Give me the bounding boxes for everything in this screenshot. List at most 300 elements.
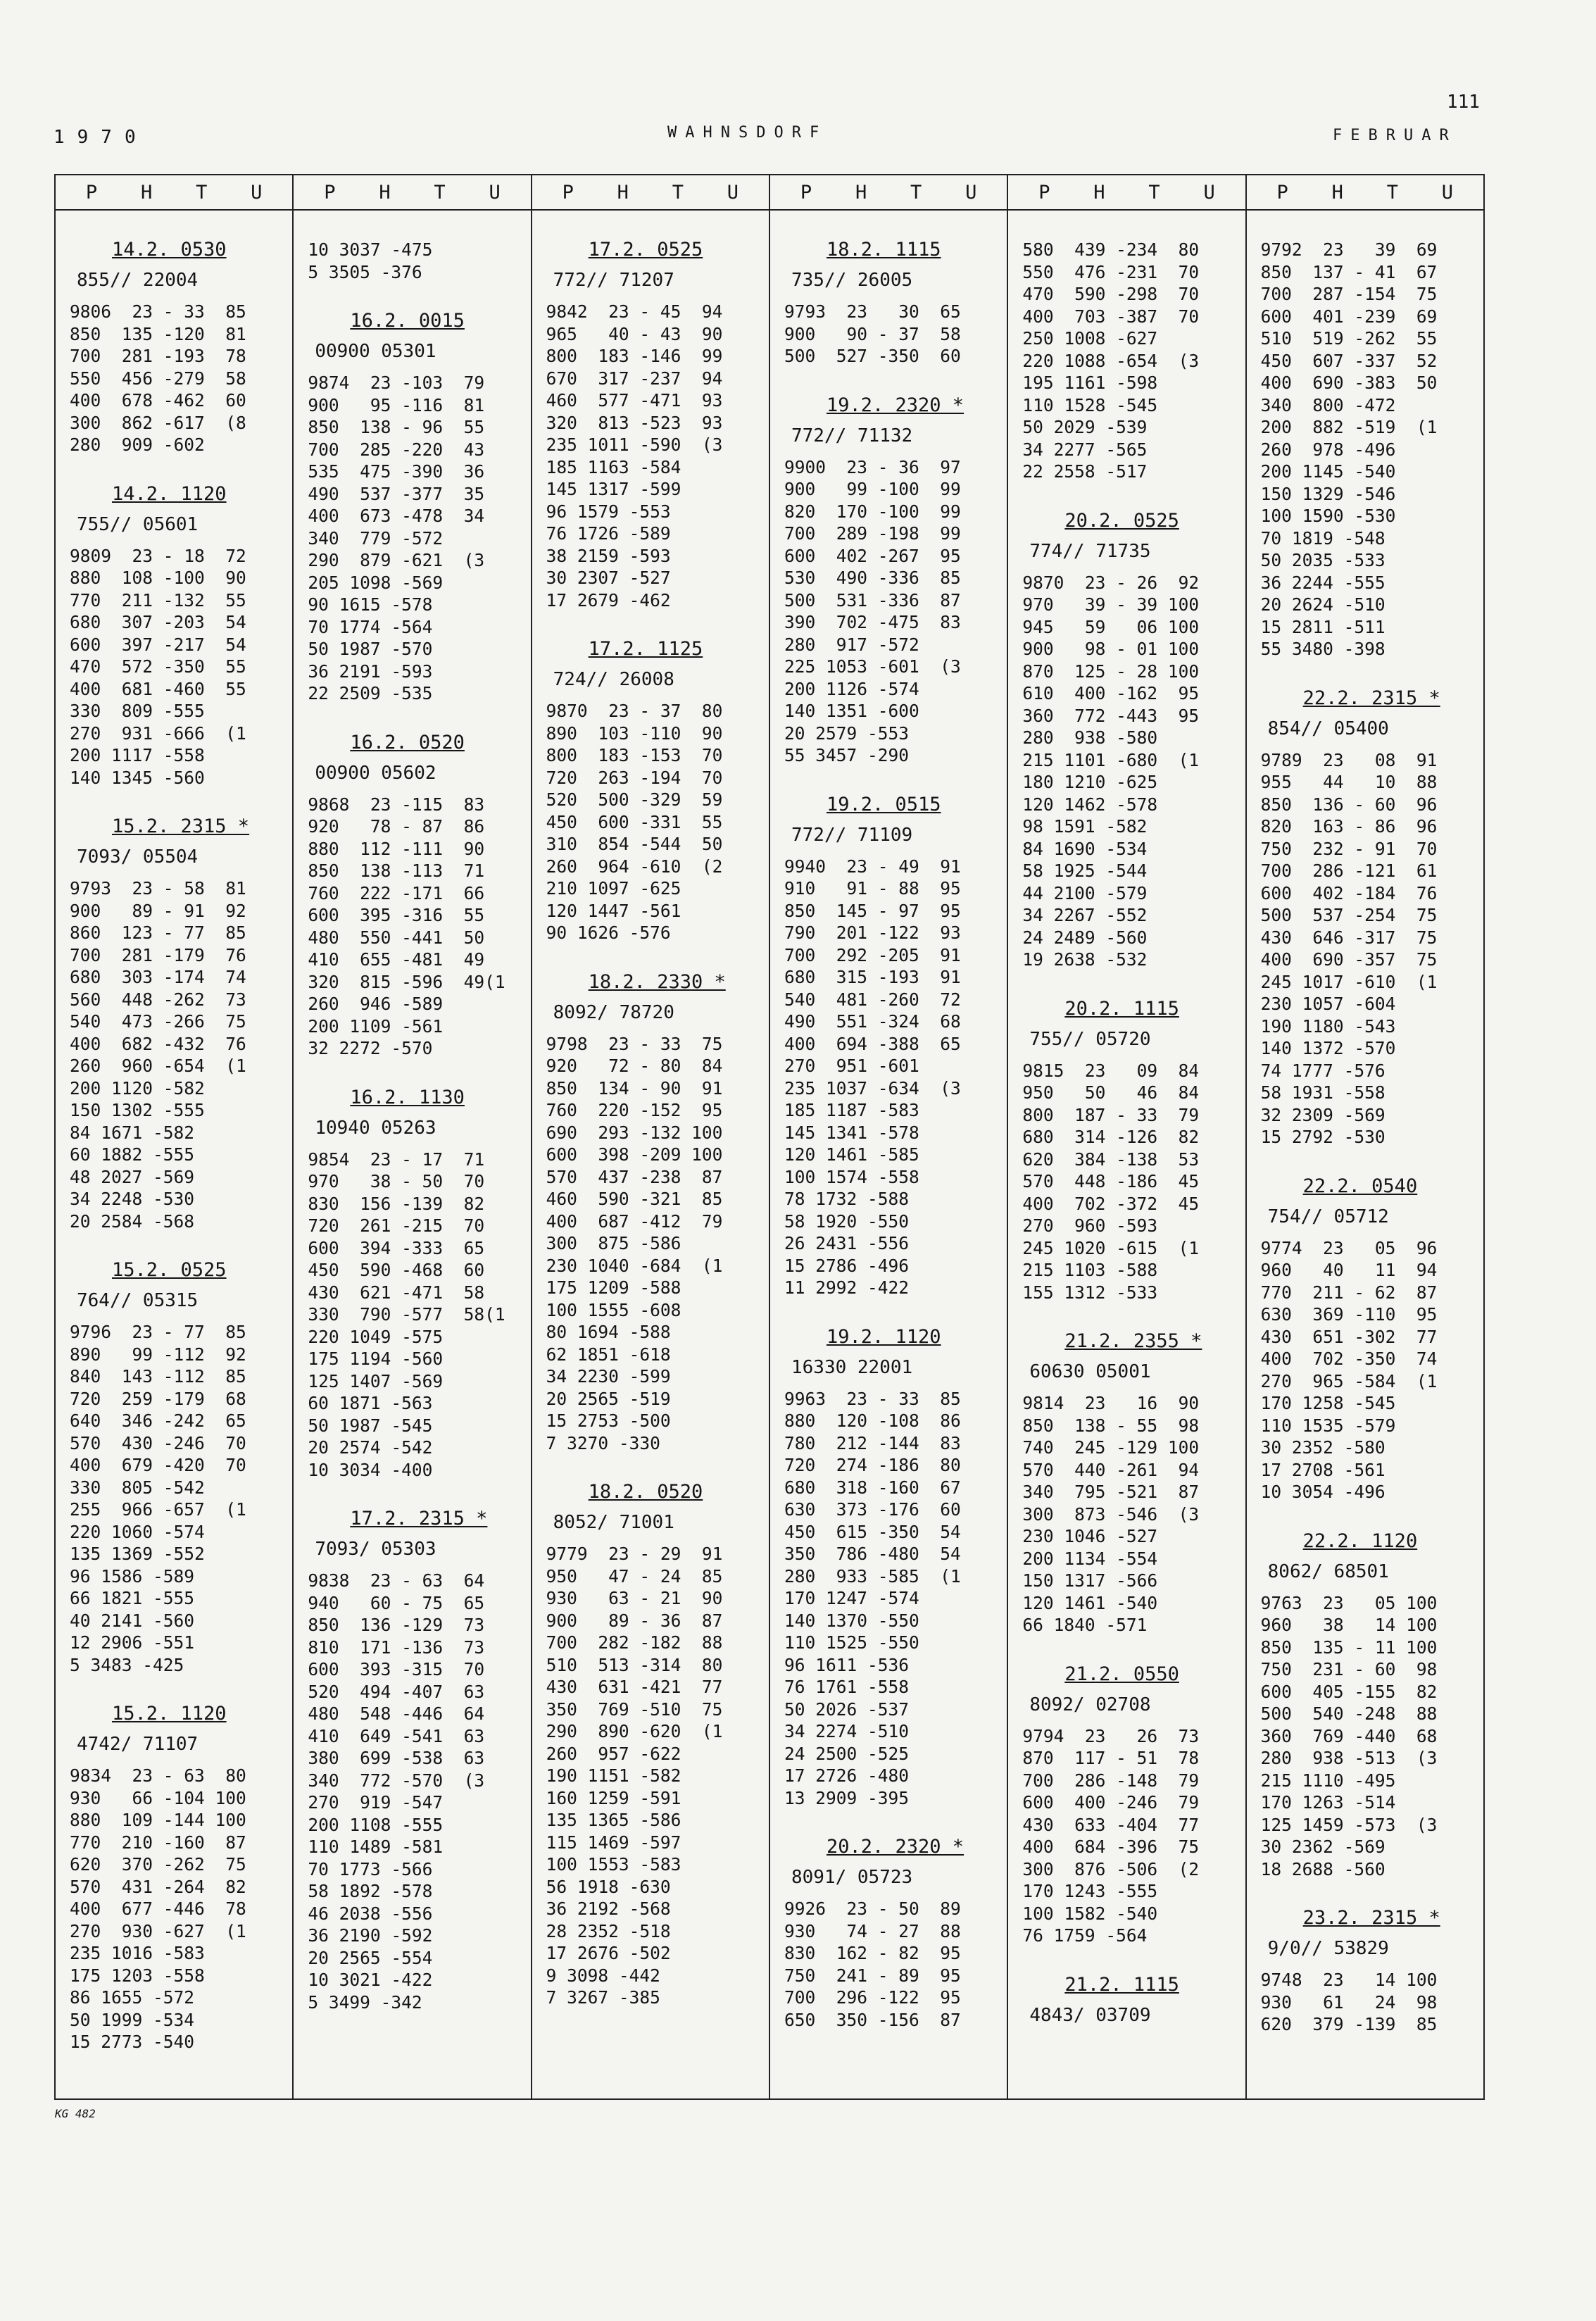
sounding-block — [546, 1481, 756, 2009]
data-row: 90 1626 -576 — [546, 922, 671, 943]
data-row: 9793 23 - 58 81 — [70, 878, 246, 899]
data-row: 270 930 -627 (1 — [70, 1920, 246, 1941]
data-row: 300 876 -506 (2 — [1022, 1858, 1200, 1879]
data-row: 350 769 -510 75 — [546, 1698, 723, 1720]
data-row: 55 3457 -290 — [784, 745, 909, 765]
column-header-label: U — [1441, 181, 1454, 204]
data-row: 9796 23 - 77 85 — [70, 1322, 246, 1342]
data-row: 15 2811 -511 — [1260, 616, 1385, 637]
data-row: 400 682 -432 76 — [70, 1033, 246, 1054]
data-row: 36 2192 -568 — [546, 1898, 671, 1919]
data-row: 46 2038 -556 — [308, 1903, 433, 1924]
data-row: 10 3034 -400 — [308, 1459, 433, 1480]
sounding-block — [70, 815, 279, 1232]
data-row: 235 1016 -583 — [70, 1943, 205, 1963]
data-row: 200 1126 -574 — [784, 678, 919, 699]
data-row: 430 651 -302 77 — [1260, 1326, 1438, 1347]
data-row: 76 1759 -564 — [1022, 1925, 1148, 1946]
data-row: 400 679 -420 70 — [70, 1455, 246, 1475]
column-header-label: H — [1093, 181, 1105, 204]
data-row: 400 702 -372 45 — [1022, 1193, 1200, 1214]
data-row: 20 2579 -553 — [784, 722, 909, 744]
data-row: 270 931 -666 (1 — [70, 722, 246, 744]
data-row: 900 90 - 37 58 — [784, 323, 961, 344]
column-header-label: H — [379, 181, 391, 204]
page-number: 111 — [1447, 92, 1480, 113]
data-row: 300 862 -617 (8 — [70, 412, 246, 433]
data-row: 760 220 -152 95 — [546, 1100, 723, 1120]
data-row: 700 282 -182 88 — [546, 1632, 723, 1653]
data-row: 20 2584 -568 — [70, 1210, 195, 1232]
data-row: 400 678 -462 60 — [70, 390, 246, 411]
data-row: 630 373 -176 60 — [784, 1499, 961, 1520]
data-row: 9774 23 05 96 — [1260, 1237, 1438, 1258]
data-row: 535 475 -390 36 — [308, 461, 485, 482]
data-row: 410 655 -481 49 — [308, 949, 485, 970]
data-row: 110 1489 -581 — [308, 1837, 444, 1857]
data-row: 9814 23 16 90 — [1022, 1393, 1200, 1413]
data-row: 55 3480 -398 — [1260, 639, 1385, 659]
data-row: 300 873 -546 (3 — [1022, 1503, 1200, 1525]
data-row: 9 3098 -442 — [546, 1965, 660, 1986]
data-row: 930 66 -104 100 — [70, 1787, 246, 1808]
data-row: 120 1461 -540 — [1022, 1592, 1158, 1613]
data-row: 9963 23 - 33 85 — [784, 1388, 961, 1409]
data-row: 930 74 - 27 88 — [784, 1920, 961, 1941]
data-row: 160 1259 -591 — [546, 1787, 681, 1808]
column-header-label: H — [1331, 181, 1343, 204]
data-row: 850 135 - 11 100 — [1260, 1637, 1438, 1658]
sounding-date: 16.2. 0015 — [350, 310, 465, 332]
data-row: 38 2159 -593 — [546, 545, 671, 566]
table-column — [1247, 175, 1483, 2098]
data-row: 145 1317 -599 — [546, 479, 681, 499]
data-row: 520 500 -329 59 — [546, 789, 723, 810]
data-row: 540 473 -266 75 — [70, 1011, 246, 1032]
data-row: 890 99 -112 92 — [70, 1344, 246, 1365]
sounding-block — [308, 732, 517, 1060]
data-row: 100 1574 -558 — [784, 1166, 919, 1187]
data-row: 9940 23 - 49 91 — [784, 856, 961, 877]
data-row: 720 263 -194 70 — [546, 767, 723, 788]
data-row: 460 577 -471 93 — [546, 390, 723, 411]
data-row: 720 261 -215 70 — [308, 1215, 485, 1236]
sounding-block — [1022, 1663, 1232, 1947]
data-row: 185 1187 -583 — [784, 1100, 919, 1120]
header-station: WAHNSDORF — [667, 124, 828, 142]
data-row: 430 631 -421 77 — [546, 1677, 723, 1697]
data-row: 34 2267 -552 — [1022, 905, 1148, 925]
data-row: 800 183 -146 99 — [546, 346, 723, 366]
data-row: 570 430 -246 70 — [70, 1432, 246, 1453]
station-code: 8052/ 71001 — [553, 1512, 674, 1533]
data-row: 970 39 - 39 100 — [1022, 594, 1200, 615]
data-row: 200 1120 -582 — [70, 1077, 205, 1099]
data-row: 600 398 -209 100 — [546, 1144, 723, 1165]
sounding-block — [546, 239, 756, 611]
data-row: 550 456 -279 58 — [70, 368, 246, 389]
data-row: 600 402 -267 95 — [784, 545, 961, 566]
sounding-block — [784, 394, 994, 767]
data-row: 125 1407 -569 — [308, 1370, 444, 1391]
data-row: 80 1694 -588 — [546, 1322, 671, 1342]
data-row: 760 222 -171 66 — [308, 882, 485, 903]
data-row: 720 259 -179 68 — [70, 1388, 246, 1409]
data-row: 750 232 - 91 70 — [1260, 838, 1438, 859]
sounding-date: 14.2. 0530 — [112, 239, 227, 261]
data-row: 235 1037 -634 (3 — [784, 1077, 961, 1099]
data-row: 920 72 - 80 84 — [546, 1056, 723, 1076]
data-row: 260 964 -610 (2 — [546, 856, 723, 877]
data-row: 195 1161 -598 — [1022, 373, 1158, 393]
column-header-label: U — [965, 181, 977, 204]
sounding-date: 15.2. 1120 — [112, 1703, 227, 1725]
data-row: 570 431 -264 82 — [70, 1876, 246, 1897]
data-row: 200 882 -519 (1 — [1260, 417, 1438, 437]
data-row: 9793 23 30 65 — [784, 301, 961, 322]
data-row: 50 1987 -545 — [308, 1415, 433, 1436]
data-table — [54, 174, 1485, 2100]
data-row: 30 2352 -580 — [1260, 1437, 1385, 1458]
data-row: 290 879 -621 (3 — [308, 550, 485, 570]
sounding-date: 22.2. 1120 — [1302, 1529, 1418, 1552]
station-code: 8091/ 05723 — [791, 1867, 913, 1888]
data-row: 850 138 - 55 98 — [1022, 1415, 1200, 1436]
data-row: 205 1098 -569 — [308, 572, 444, 593]
data-row: 400 690 -383 50 — [1260, 373, 1438, 393]
data-row: 770 211 -132 55 — [70, 589, 246, 611]
data-row: 330 790 -577 58(1 — [308, 1304, 505, 1325]
data-row: 900 89 - 91 92 — [70, 900, 246, 921]
sounding-date: 18.2. 2330 * — [588, 970, 726, 993]
station-code: 754// 05712 — [1267, 1206, 1389, 1227]
data-row: 66 1821 -555 — [70, 1588, 195, 1608]
data-row: 880 109 -144 100 — [70, 1810, 246, 1830]
data-row: 920 78 - 87 86 — [308, 816, 485, 837]
data-row: 330 805 -542 — [70, 1477, 205, 1498]
data-row: 400 694 -388 65 — [784, 1033, 961, 1054]
sounding-block — [70, 1259, 279, 1676]
data-row: 810 171 -136 73 — [308, 1637, 485, 1658]
data-row: 215 1103 -588 — [1022, 1260, 1158, 1280]
station-code: 60630 05001 — [1029, 1361, 1151, 1382]
data-row: 9900 23 - 36 97 — [784, 456, 961, 477]
data-row: 850 138 - 96 55 — [308, 417, 485, 437]
table-column — [770, 175, 1008, 2098]
station-code: 735// 26005 — [791, 270, 913, 291]
data-row: 780 212 -144 83 — [784, 1432, 961, 1453]
data-row: 255 966 -657 (1 — [70, 1499, 246, 1520]
data-row: 510 513 -314 80 — [546, 1654, 723, 1675]
data-row: 280 917 -572 — [784, 634, 919, 655]
sounding-block — [784, 239, 994, 368]
column-header-label: P — [562, 181, 574, 204]
data-row: 510 519 -262 55 — [1260, 328, 1438, 349]
data-row: 20 2565 -554 — [308, 1947, 433, 1968]
sounding-block — [1261, 1175, 1471, 1503]
data-row: 770 211 - 62 87 — [1260, 1282, 1438, 1303]
data-row: 280 938 -580 — [1022, 727, 1158, 748]
data-row: 34 2277 -565 — [1022, 439, 1148, 460]
data-row: 34 2274 -510 — [784, 1721, 909, 1741]
data-row: 24 2489 -560 — [1022, 927, 1148, 948]
data-row: 9763 23 05 100 — [1260, 1592, 1438, 1613]
data-row: 400 684 -396 75 — [1022, 1837, 1200, 1857]
data-row: 260 960 -654 (1 — [70, 1056, 246, 1076]
data-row: 700 285 -220 43 — [308, 439, 485, 460]
data-row: 280 933 -585 (1 — [784, 1565, 961, 1587]
column-header-label: T — [196, 181, 208, 204]
column-header-label: U — [251, 181, 263, 204]
column-header-label: U — [1203, 181, 1215, 204]
data-row: 185 1163 -584 — [546, 456, 681, 477]
sounding-date: 16.2. 0520 — [350, 731, 465, 753]
data-row: 140 1345 -560 — [70, 767, 205, 788]
data-row: 110 1535 -579 — [1260, 1415, 1396, 1436]
sounding-block — [70, 1703, 279, 2053]
data-row: 620 379 -139 85 — [1260, 2014, 1438, 2034]
data-row: 9870 23 - 26 92 — [1022, 572, 1200, 593]
data-row: 330 809 -555 — [70, 701, 205, 721]
data-row: 540 481 -260 72 — [784, 989, 961, 1010]
data-row: 18 2688 -560 — [1260, 1858, 1385, 1879]
data-row: 150 1302 -555 — [70, 1100, 205, 1120]
data-row: 190 1151 -582 — [546, 1765, 681, 1786]
data-row: 600 400 -246 79 — [1022, 1792, 1200, 1813]
data-row: 100 1555 -608 — [546, 1299, 681, 1320]
data-row: 22 2509 -535 — [308, 683, 433, 703]
station-code: 8092/ 02708 — [1029, 1694, 1151, 1715]
data-row: 880 112 -111 90 — [308, 838, 485, 859]
data-row: 680 314 -126 82 — [1022, 1127, 1200, 1147]
data-row: 900 98 - 01 100 — [1022, 639, 1200, 659]
data-row: 135 1365 -586 — [546, 1810, 681, 1830]
column-header-label: P — [1276, 181, 1288, 204]
data-row: 96 1586 -589 — [70, 1565, 195, 1587]
data-row: 570 448 -186 45 — [1022, 1171, 1200, 1191]
data-row: 36 2191 -593 — [308, 661, 433, 682]
table-column — [294, 175, 532, 2098]
data-row: 340 795 -521 87 — [1022, 1482, 1200, 1502]
sounding-block — [784, 1326, 994, 1810]
station-code: 724// 26008 — [553, 669, 674, 690]
data-row: 800 187 - 33 79 — [1022, 1104, 1200, 1125]
data-row: 10 3037 -475 — [308, 239, 433, 260]
data-row: 450 600 -331 55 — [546, 811, 723, 832]
data-row: 945 59 06 100 — [1022, 616, 1200, 637]
column-header-label: T — [910, 181, 922, 204]
sounding-block — [546, 971, 756, 1455]
station-code: 755// 05601 — [77, 513, 199, 535]
station-code: 764// 05315 — [77, 1290, 199, 1311]
data-row: 50 2026 -537 — [784, 1698, 909, 1720]
table-column — [532, 175, 770, 2098]
sounding-date: 22.2. 0540 — [1302, 1175, 1418, 1197]
data-row: 670 317 -237 94 — [546, 368, 723, 389]
column-header-label: T — [434, 181, 446, 204]
data-row: 26 2431 -556 — [784, 1233, 909, 1253]
column-header-label: H — [617, 181, 629, 204]
data-row: 32 2272 -570 — [308, 1038, 433, 1058]
data-row: 640 346 -242 65 — [70, 1410, 246, 1431]
data-row: 450 590 -468 60 — [308, 1260, 485, 1280]
data-row: 700 281 -193 78 — [70, 346, 246, 366]
data-row: 400 677 -446 78 — [70, 1898, 246, 1919]
data-row: 24 2500 -525 — [784, 1743, 909, 1764]
data-row: 630 369 -110 95 — [1260, 1304, 1438, 1325]
sounding-date: 16.2. 1130 — [350, 1086, 465, 1108]
sounding-date: 15.2. 0525 — [112, 1259, 227, 1281]
sounding-block — [308, 310, 517, 705]
sounding-block — [1022, 1974, 1232, 2026]
sounding-date: 17.2. 2315 * — [350, 1508, 488, 1529]
data-row: 930 63 - 21 90 — [546, 1588, 723, 1608]
sounding-date: 21.2. 0550 — [1064, 1663, 1179, 1685]
data-row: 700 281 -179 76 — [70, 944, 246, 965]
data-row: 9838 23 - 63 64 — [308, 1570, 485, 1591]
data-row: 580 439 -234 80 — [1022, 239, 1200, 260]
data-row: 500 540 -248 88 — [1260, 1703, 1438, 1724]
data-row: 78 1732 -588 — [784, 1189, 909, 1209]
data-row: 480 548 -446 64 — [308, 1703, 485, 1724]
data-row: 820 170 -100 99 — [784, 501, 961, 522]
data-row: 270 951 -601 — [784, 1056, 919, 1076]
data-row: 100 1582 -540 — [1022, 1903, 1158, 1924]
data-row: 74 1777 -576 — [1260, 1060, 1385, 1081]
data-row: 340 800 -472 — [1260, 394, 1396, 415]
data-row: 430 646 -317 75 — [1260, 927, 1438, 948]
data-row: 135 1369 -552 — [70, 1544, 205, 1564]
data-row: 9809 23 - 18 72 — [70, 545, 246, 566]
data-row: 470 590 -298 70 — [1022, 284, 1200, 304]
station-code: 772// 71207 — [553, 270, 674, 291]
column-header-label: H — [140, 181, 153, 204]
data-row: 600 395 -316 55 — [308, 905, 485, 925]
data-row: 60 1882 -555 — [70, 1144, 195, 1165]
data-row: 9854 23 - 17 71 — [308, 1149, 485, 1170]
data-row: 140 1372 -570 — [1260, 1038, 1396, 1058]
sounding-date: 23.2. 2315 * — [1302, 1907, 1440, 1929]
data-row: 230 1046 -527 — [1022, 1526, 1158, 1546]
data-row: 230 1057 -604 — [1260, 994, 1396, 1014]
data-row: 76 1761 -558 — [784, 1677, 909, 1697]
data-row: 430 633 -404 77 — [1022, 1814, 1200, 1835]
data-row: 66 1840 -571 — [1022, 1615, 1148, 1635]
data-row: 600 393 -315 70 — [308, 1659, 485, 1679]
column-header-label: P — [85, 181, 98, 204]
sounding-block — [1022, 239, 1232, 483]
data-row: 680 315 -193 91 — [784, 967, 961, 987]
column-header-label: P — [800, 181, 812, 204]
data-row: 9870 23 - 37 80 — [546, 701, 723, 721]
data-row: 9806 23 - 33 85 — [70, 301, 246, 322]
column-header-label: U — [489, 181, 501, 204]
header-year: 1970 — [54, 127, 149, 148]
sounding-date: 17.2. 1125 — [588, 638, 703, 660]
data-row: 50 2035 -533 — [1260, 550, 1385, 570]
data-row: 270 919 -547 — [308, 1792, 444, 1813]
sounding-block — [784, 794, 994, 1299]
sounding-date: 18.2. 1115 — [826, 239, 941, 261]
data-row: 155 1312 -533 — [1022, 1282, 1158, 1303]
sounding-block — [784, 1836, 994, 2031]
sounding-date: 20.2. 2320 * — [826, 1836, 964, 1858]
data-row: 215 1101 -680 (1 — [1022, 749, 1200, 770]
station-code: 755// 05720 — [1029, 1028, 1151, 1050]
data-row: 310 854 -544 50 — [546, 834, 723, 854]
station-code: 10940 05263 — [315, 1117, 436, 1139]
data-row: 430 621 -471 58 — [308, 1282, 485, 1303]
data-row: 680 307 -203 54 — [70, 612, 246, 632]
column-header-label: P — [1038, 181, 1050, 204]
data-row: 12 2906 -551 — [70, 1632, 195, 1653]
data-row: 210 1097 -625 — [546, 878, 681, 899]
data-row: 720 274 -186 80 — [784, 1455, 961, 1475]
data-row: 260 946 -589 — [308, 994, 444, 1014]
data-row: 9834 23 - 63 80 — [70, 1765, 246, 1786]
data-row: 170 1263 -514 — [1260, 1792, 1396, 1813]
data-row: 940 60 - 75 65 — [308, 1592, 485, 1613]
data-row: 58 1892 -578 — [308, 1881, 433, 1901]
table-column — [1008, 175, 1246, 2098]
column-header-label: U — [727, 181, 739, 204]
sounding-date: 21.2. 1115 — [1064, 1973, 1179, 1996]
sounding-block — [1261, 1907, 1471, 2036]
data-row: 410 649 -541 63 — [308, 1725, 485, 1746]
data-row: 560 448 -262 73 — [70, 989, 246, 1010]
data-row: 58 1920 -550 — [784, 1210, 909, 1232]
column-header — [294, 175, 530, 211]
data-row: 9789 23 08 91 — [1260, 749, 1438, 770]
data-row: 15 2773 -540 — [70, 2032, 195, 2052]
data-row: 450 615 -350 54 — [784, 1521, 961, 1542]
data-row: 180 1210 -625 — [1022, 772, 1158, 792]
data-row: 460 590 -321 85 — [546, 1189, 723, 1209]
column-header-label: P — [324, 181, 336, 204]
data-row: 500 531 -336 87 — [784, 589, 961, 611]
data-row: 13 2909 -395 — [784, 1787, 909, 1808]
data-row: 360 772 -443 95 — [1022, 705, 1200, 726]
data-row: 520 494 -407 63 — [308, 1681, 485, 1702]
station-code: 00900 05301 — [315, 341, 436, 362]
data-row: 550 476 -231 70 — [1022, 261, 1200, 282]
data-row: 850 135 -120 81 — [70, 323, 246, 344]
data-row: 220 1088 -654 (3 — [1022, 350, 1200, 371]
data-row: 870 125 - 28 100 — [1022, 661, 1200, 682]
data-row: 96 1611 -536 — [784, 1654, 909, 1675]
data-row: 900 95 -116 81 — [308, 394, 485, 415]
data-row: 9748 23 14 100 — [1260, 1970, 1438, 1990]
data-row: 11 2992 -422 — [784, 1277, 909, 1298]
data-row: 320 815 -596 49(1 — [308, 971, 505, 992]
form-number: KG 482 — [55, 2107, 96, 2120]
data-row: 850 134 - 90 91 — [546, 1077, 723, 1099]
data-row: 850 137 - 41 67 — [1260, 261, 1438, 282]
data-row: 850 145 - 97 95 — [784, 900, 961, 921]
data-row: 5 3483 -425 — [70, 1654, 184, 1675]
data-row: 600 394 -333 65 — [308, 1237, 485, 1258]
data-row: 90 1615 -578 — [308, 594, 433, 615]
data-row: 60 1871 -563 — [308, 1393, 433, 1413]
station-code: 772// 71132 — [791, 425, 913, 446]
data-row: 175 1209 -588 — [546, 1277, 681, 1298]
data-row: 700 286 -148 79 — [1022, 1770, 1200, 1791]
column-header-label: T — [1148, 181, 1160, 204]
data-row: 9842 23 - 45 94 — [546, 301, 723, 322]
data-row: 870 117 - 51 78 — [1022, 1748, 1200, 1768]
sounding-date: 18.2. 0520 — [588, 1481, 703, 1503]
data-row: 20 2574 -542 — [308, 1437, 433, 1458]
